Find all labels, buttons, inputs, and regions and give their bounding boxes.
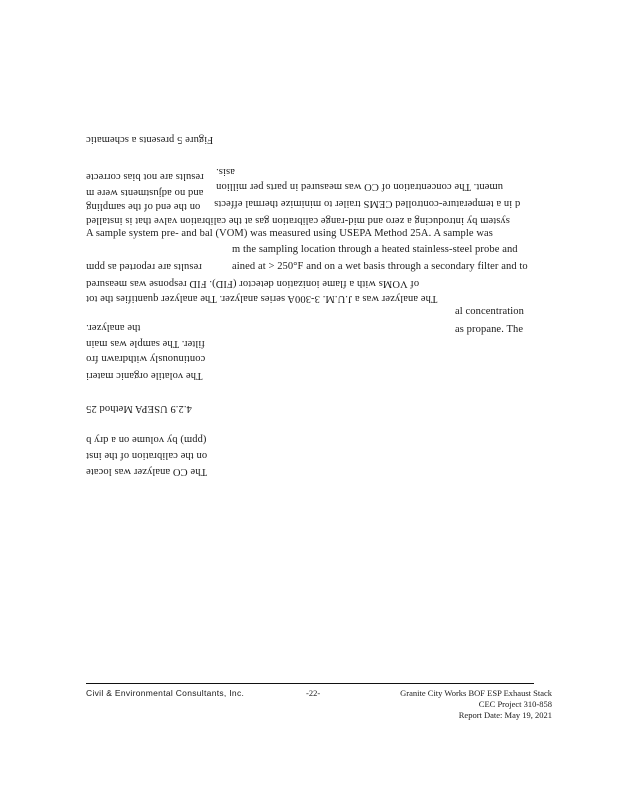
footer-report-title: Granite City Works BOF ESP Exhaust Stack: [400, 688, 552, 698]
footer-report-date: Report Date: May 19, 2021: [458, 710, 552, 720]
flipped-line-ppm: results are reported as ppm: [86, 261, 202, 272]
flipped-line-analyzer: The analyzer was a J.U.M. 3-300A series analyzer. The analyzer quantifies the tot: [86, 293, 438, 304]
flipped-line-co-analyzer: The CO analyzer was locate: [86, 466, 207, 477]
flipped-line-volatile: The volatile organic materi: [86, 370, 203, 381]
flipped-line-figure: Figure 5 presents a schematic: [86, 134, 214, 145]
flipped-line-filter: filter. The sample was main: [86, 338, 205, 349]
flipped-line-sampling-end: on the end of the sampling: [86, 201, 201, 212]
flipped-line-system: system by introducing a zero and mid-range calibration gas at the calibration valve that is installed: [86, 215, 510, 226]
upright-line-sample-system: A sample system pre- and bal (VOM) was measured using USEPA Method 25A. A sample was: [86, 228, 493, 239]
upright-line-sampling-location: m the sampling location through a heated stainless-steel probe and: [232, 244, 518, 255]
flipped-line-fid: of VOMs with a flame ionization detector (FID). FID response was measured: [86, 278, 420, 289]
flipped-line-concentration: ument. The concentration of CO was measured in parts per million: [216, 181, 504, 192]
flipped-line-results: results are not bias correcte: [86, 171, 204, 182]
flipped-section-heading: 4.2.9 USEPA Method 25: [86, 403, 192, 414]
flipped-line-the-analyzer: the analyzer.: [86, 322, 141, 333]
footer-rule: [86, 683, 534, 684]
upright-line-total-concentration: al concentration: [455, 306, 524, 317]
footer-company: Civil & Environmental Consultants, Inc.: [86, 688, 245, 698]
flipped-line-cems: d in a temperature-controlled CEMS trailer to minimize thermal effects: [214, 198, 521, 209]
flipped-line-withdrawn: continuously withdrawn fro: [86, 353, 206, 364]
flipped-line-ppm-volume: (ppm) by volume on a dry b: [86, 434, 207, 445]
flipped-line-filter-partial: ained at > 250°F and on a wet basis through a secondary filter and to: [232, 261, 528, 272]
flipped-line-adjustments: and no adjustments were m: [86, 187, 204, 198]
upright-line-propane: as propane. The: [455, 324, 524, 335]
footer-project: CEC Project 310-858: [478, 699, 552, 709]
flipped-line-calibration: on the calibration of the inst: [86, 450, 208, 461]
footer-page-number: -22-: [306, 688, 321, 698]
flipped-line-basis: asis.: [216, 166, 235, 177]
